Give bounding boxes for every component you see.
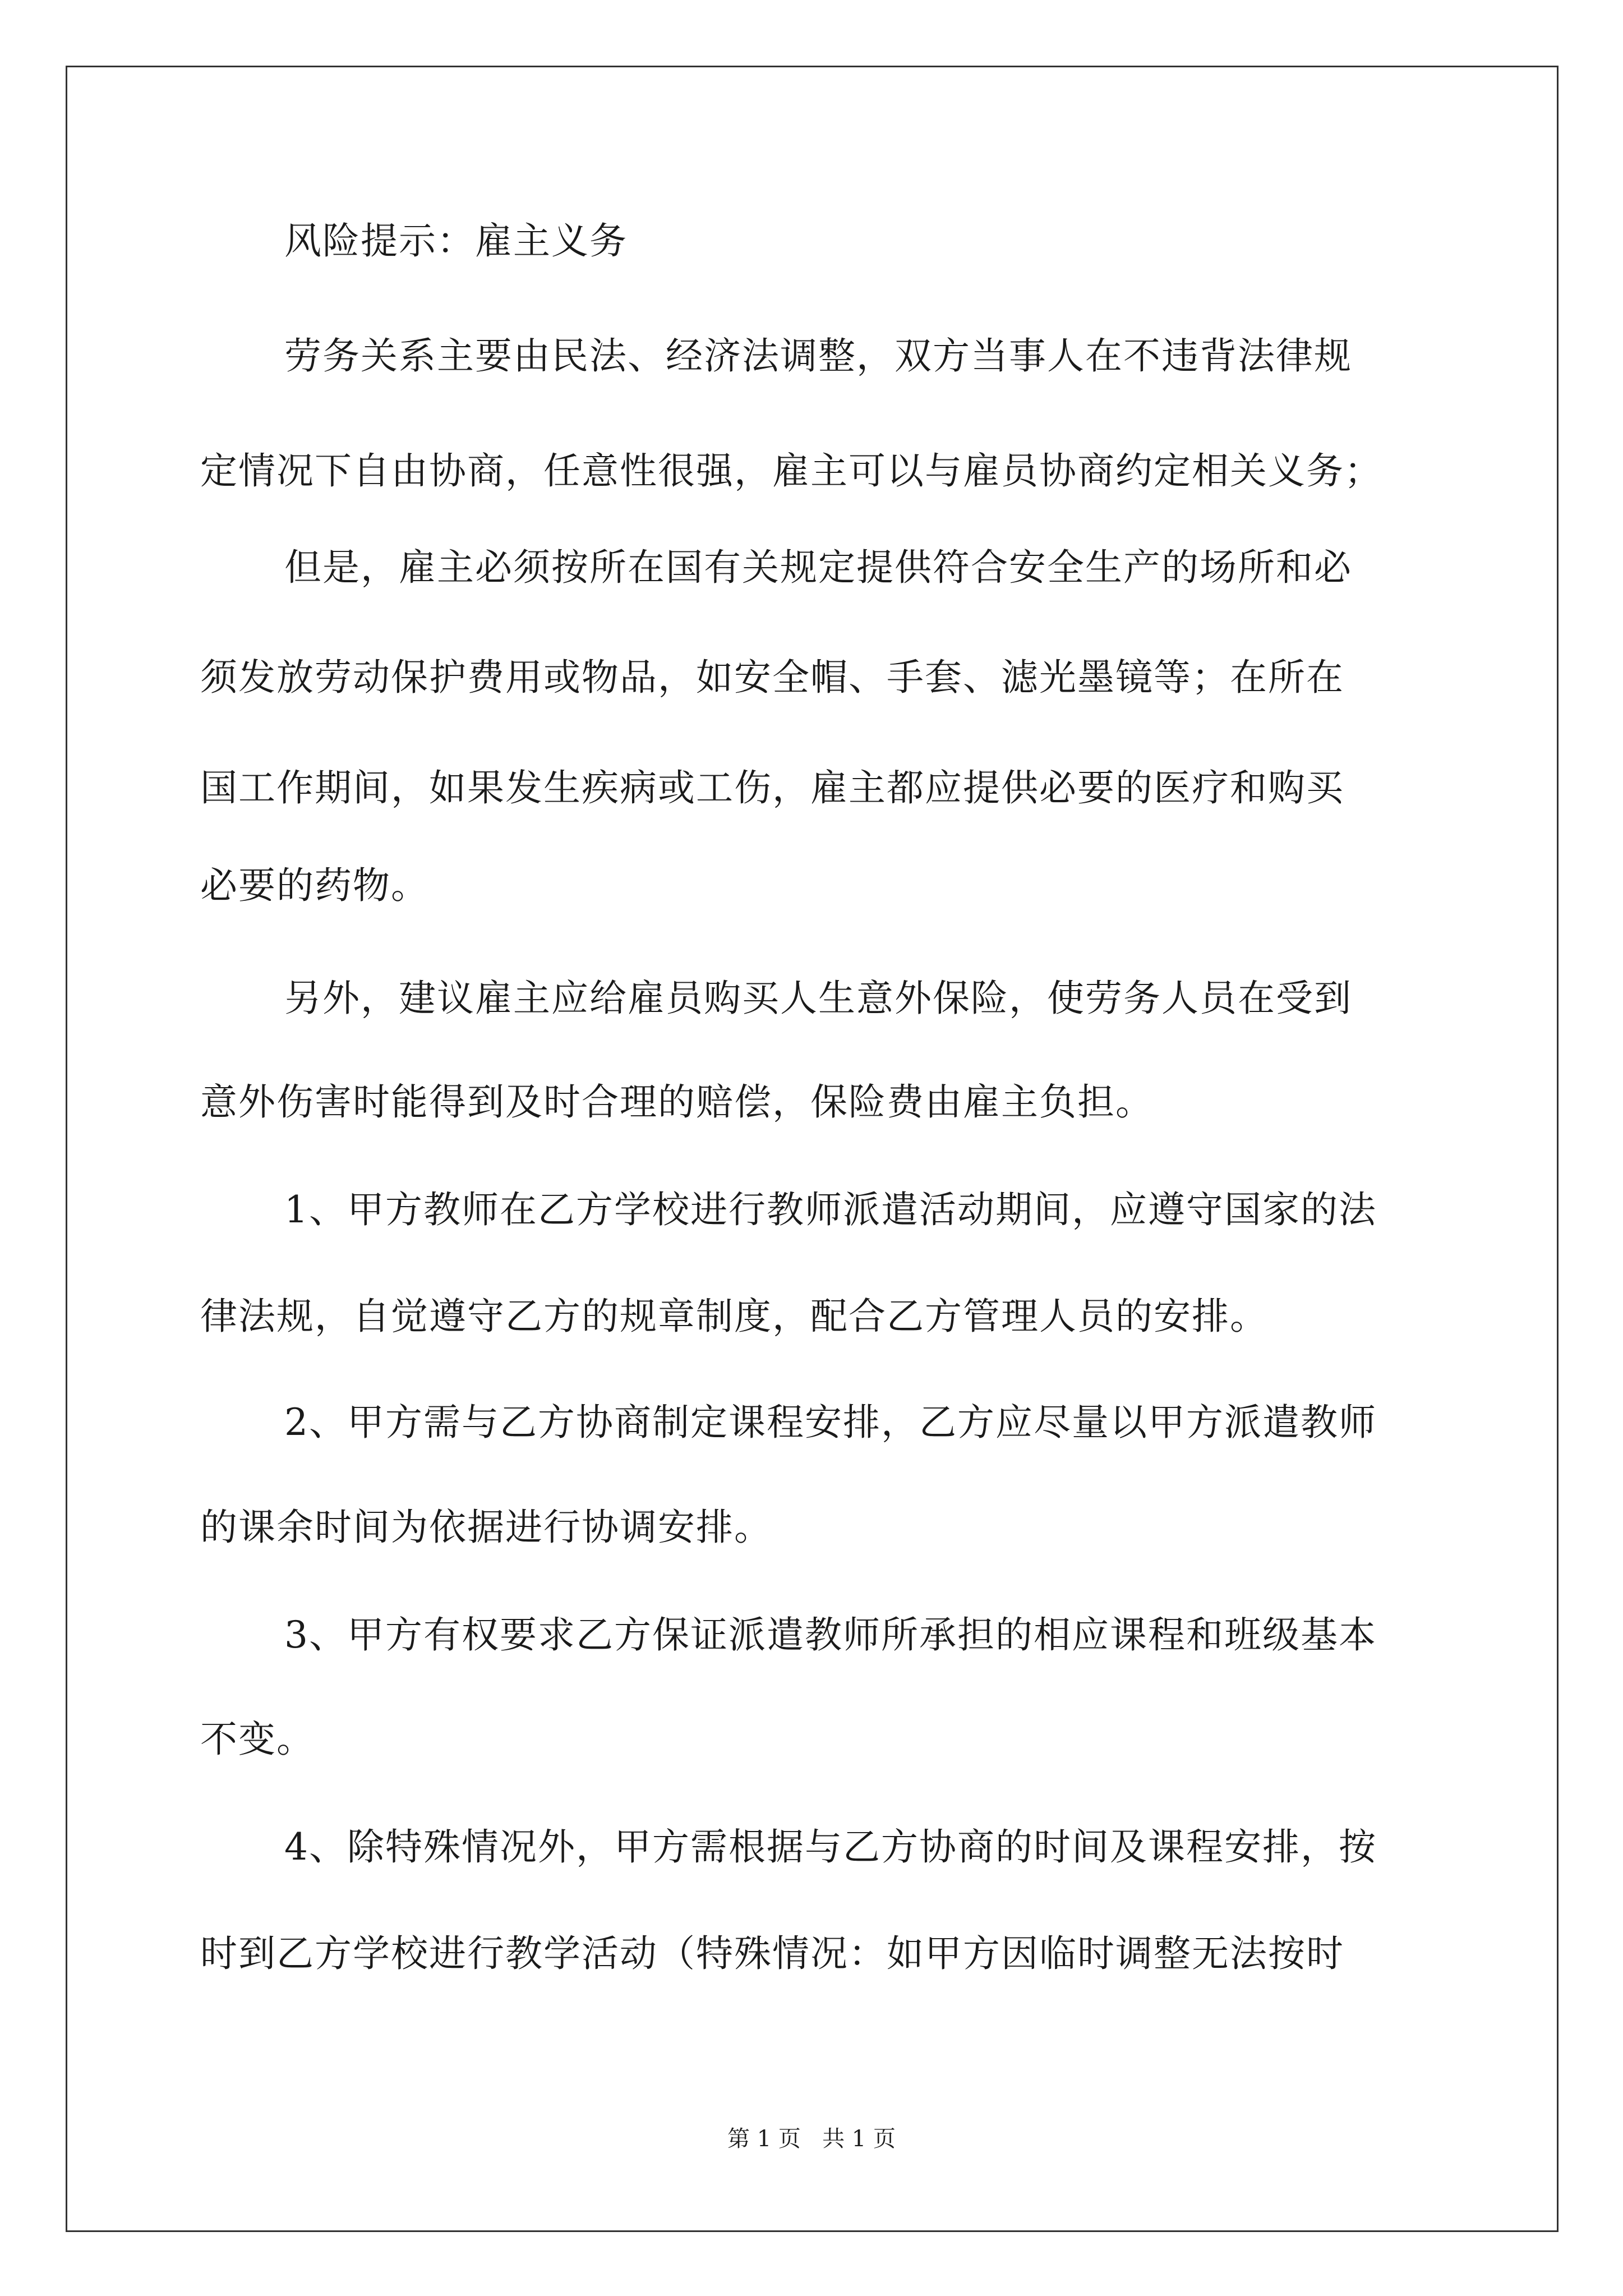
- paragraph-line: 须发放劳动保护费用或物品，如安全帽、手套、滤光墨镜等；在所在: [200, 656, 1344, 699]
- paragraph-line: 定情况下自由协商，任意性很强，雇主可以与雇员协商约定相关义务；: [200, 449, 1382, 493]
- section-heading: 风险提示：雇主义务: [284, 219, 628, 263]
- paragraph-line: 不变。: [200, 1718, 315, 1761]
- paragraph-line: 律法规，自觉遵守乙方的规章制度，配合乙方管理人员的安排。: [200, 1295, 1268, 1338]
- paragraph-line: 2、甲方需与乙方协商制定课程安排，乙方应尽量以甲方派遣教师: [284, 1401, 1377, 1444]
- paragraph-line: 国工作期间，如果发生疾病或工伤，雇主都应提供必要的医疗和购买: [200, 766, 1344, 809]
- paragraph-line: 必要的药物。: [200, 864, 429, 907]
- paragraph-line: 3、甲方有权要求乙方保证派遣教师所承担的相应课程和班级基本: [284, 1613, 1377, 1657]
- paragraph-line: 但是，雇主必须按所在国有关规定提供符合安全生产的场所和必: [284, 546, 1352, 589]
- paragraph-line: 时到乙方学校进行教学活动（特殊情况：如甲方因临时调整无法按时: [200, 1932, 1344, 1975]
- paragraph-line: 1、甲方教师在乙方学校进行教师派遣活动期间，应遵守国家的法: [284, 1188, 1377, 1231]
- paragraph-line: 另外，建议雇主应给雇员购买人生意外保险，使劳务人员在受到: [284, 977, 1352, 1020]
- paragraph-line: 劳务关系主要由民法、经济法调整，双方当事人在不违背法律规: [284, 334, 1352, 378]
- paragraph-line: 4、除特殊情况外，甲方需根据与乙方协商的时间及课程安排，按: [284, 1825, 1377, 1869]
- page-footer: 第 1 页 共 1 页: [727, 2126, 896, 2152]
- paragraph-line: 的课余时间为依据进行协调安排。: [200, 1506, 772, 1549]
- page-border: [66, 66, 1559, 2232]
- paragraph-line: 意外伤害时能得到及时合理的赔偿，保险费由雇主负担。: [200, 1080, 1154, 1124]
